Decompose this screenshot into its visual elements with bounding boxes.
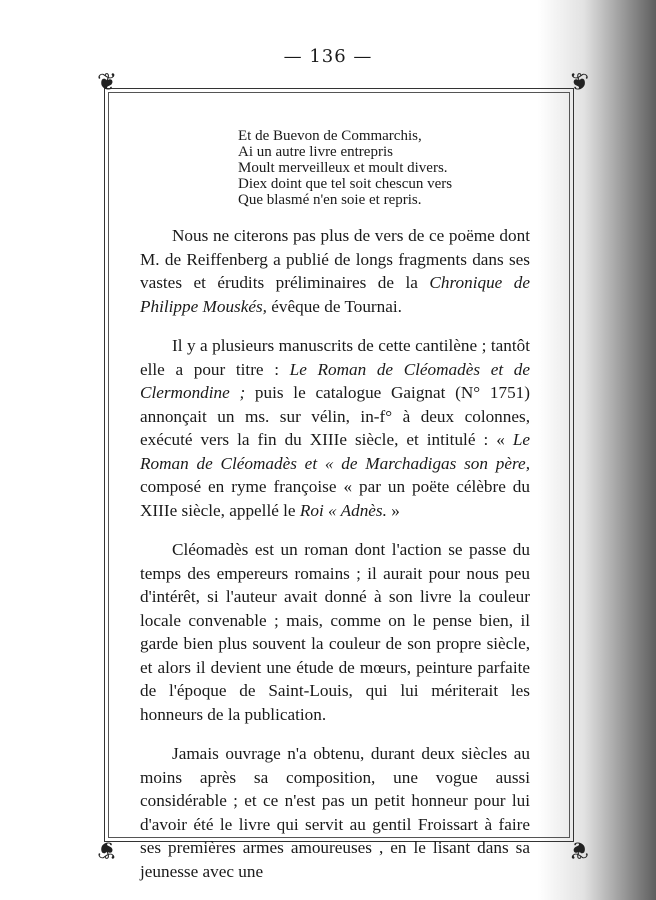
page-number: — 136 — <box>283 46 373 67</box>
page-content <box>140 128 530 899</box>
corner-ornament-icon: ❦ <box>568 68 590 96</box>
book-title: Le Roman de Cléomadès et de Clermondine ; <box>140 359 530 402</box>
book-title: Chronique de Philippe Mouskés, <box>140 273 530 316</box>
verse-quotation <box>238 128 530 208</box>
paragraph <box>140 538 530 726</box>
verse-line: Ai un autre livre entrepris <box>238 144 393 160</box>
verse-line: Diex doint que tel soit chescun vers <box>238 176 453 192</box>
paragraph <box>140 224 530 318</box>
book-title: Le Roman de Cléomadès et « de Marchadigas son père, <box>140 430 530 473</box>
paragraph-text: évêque de Tournai. <box>266 296 402 316</box>
verse-line: Moult merveilleux et moult divers. <box>238 160 448 176</box>
paragraph-text: Il y a plusieurs manuscrits de cette cantilène ; tantôt elle a pour titre : <box>140 336 530 379</box>
paragraph-text: » <box>386 500 400 520</box>
verse-line: Et de Buevon de Commarchis, <box>238 128 422 144</box>
corner-ornament-icon: ❦ <box>96 836 118 864</box>
paragraph <box>140 334 530 522</box>
paragraph-text: Cléomadès est un roman dont l'action se passe du temps des empereurs romains ; il aurait pour nous peu d'intérêt, si l'auteur avait donné à son livre la couleur locale convenable ; mais, comme on le pense bien, il garde bien plus souvent la couleur de son propre siècle, et alors il devient une étude de mœurs, peinture parfaite de l'époque de Saint-Louis, qui lui mériterait les honneurs de la publication. <box>140 540 530 724</box>
paragraph-text: Jamais ouvrage n'a obtenu, durant deux siècles au moins après sa composition, une vogue aussi considérable ; et ce n'est pas un petit honneur pour lui d'avoir été le livre qui servit au gentil Froissart à faire ses premières armes amoureuses , en le lisant dans sa jeunesse avec une <box>140 744 530 881</box>
corner-ornament-icon: ❦ <box>96 68 118 96</box>
paragraph-text: composé en ryme françoise « par un poëte célèbre du XIIIe siècle, appellé le <box>140 477 530 520</box>
paragraph-text: puis le catalogue Gaignat (N° 1751) annonçait un ms. sur vélin, in-f° à deux colonnes, exécuté vers la fin du XIIIe siècle, et intitulé : « <box>140 383 530 449</box>
paragraph-text: Nous ne citerons pas plus de vers de ce poëme dont M. de Reiffenberg a publié de longs fragments dans ses vastes et érudits préliminaires de la <box>140 226 530 292</box>
verse-line: Que blasmé n'en soie et repris. <box>238 192 422 208</box>
corner-ornament-icon: ❦ <box>568 836 590 864</box>
author-name: Roi « Adnès. <box>299 500 387 520</box>
paragraph <box>140 742 530 883</box>
